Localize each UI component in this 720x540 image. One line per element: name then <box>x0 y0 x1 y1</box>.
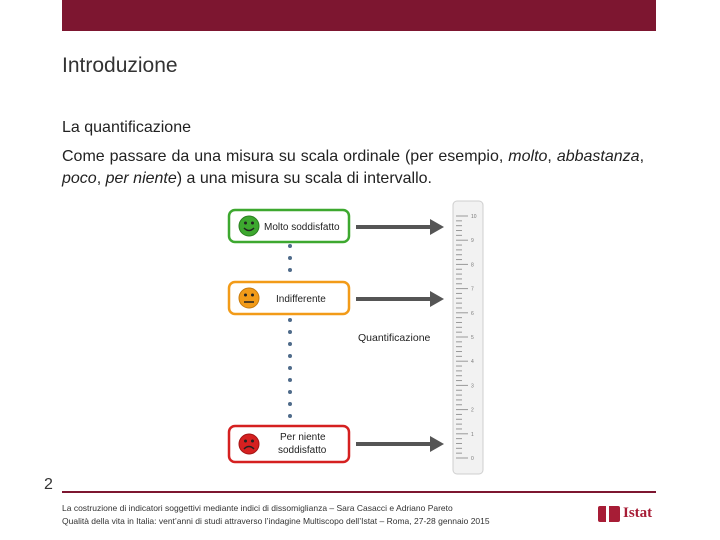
body-paragraph <box>62 146 644 190</box>
option-indifferente <box>229 282 349 314</box>
paragraph-text: ) a una misura su scala di intervallo. <box>176 170 432 187</box>
label-per-niente: Per niente <box>280 432 326 443</box>
quantification-diagram <box>222 196 492 480</box>
istat-logo-icon <box>598 506 620 522</box>
label-molto-soddisfatto: Molto soddisfatto <box>264 222 340 233</box>
term-poco: poco <box>62 170 97 187</box>
option-per-niente-soddisfatto <box>229 426 349 462</box>
page-number: 2 <box>44 476 53 493</box>
ruler-label: 0 <box>471 456 474 462</box>
smiley-happy-icon <box>239 216 259 236</box>
ruler-label: 1 <box>471 431 474 438</box>
ruler <box>453 201 483 474</box>
ruler-label: 3 <box>471 383 474 390</box>
footer-divider <box>62 491 656 493</box>
ruler-label: 7 <box>471 286 474 293</box>
label-soddisfatto: soddisfatto <box>278 445 327 456</box>
ruler-label: 6 <box>471 310 474 317</box>
smiley-sad-icon <box>239 434 259 454</box>
section-subtitle: La quantificazione <box>62 119 191 136</box>
separator: , <box>96 170 106 187</box>
dotted-connector <box>288 244 292 418</box>
slide-title: Introduzione <box>62 54 178 77</box>
term-molto: molto <box>508 148 548 165</box>
paragraph-text: Come passare da una misura su scala ordinale (per esempio, <box>62 148 509 165</box>
ruler-label: 2 <box>471 407 474 414</box>
ruler-label: 5 <box>471 335 474 341</box>
header-bar <box>62 0 656 31</box>
separator: , <box>547 148 557 165</box>
footer-line-1: La costruzione di indicatori soggettivi mediante indici di dissomiglianza – Sara Casacci e Adriano Pareto <box>62 503 453 513</box>
term-per-niente: per niente <box>105 170 177 187</box>
ruler-label: 8 <box>471 262 474 269</box>
smiley-neutral-icon <box>239 288 259 308</box>
separator: , <box>639 148 645 165</box>
ruler-label: 4 <box>471 359 474 366</box>
label-quantificazione: Quantificazione <box>358 332 431 344</box>
label-indifferente: Indifferente <box>276 294 326 305</box>
option-molto-soddisfatto <box>229 210 349 242</box>
istat-logo <box>598 504 658 524</box>
footer-line-2: Qualità della vita in Italia: vent’anni di studi attraverso l’indagine Multiscopo dell’Istat – Roma, 27-28 gennaio 2015 <box>62 516 490 526</box>
ruler-label: 9 <box>471 238 474 245</box>
term-abbastanza: abbastanza <box>556 148 640 165</box>
ruler-label: 10 <box>471 214 477 220</box>
istat-logo-text: Istat <box>623 505 653 521</box>
